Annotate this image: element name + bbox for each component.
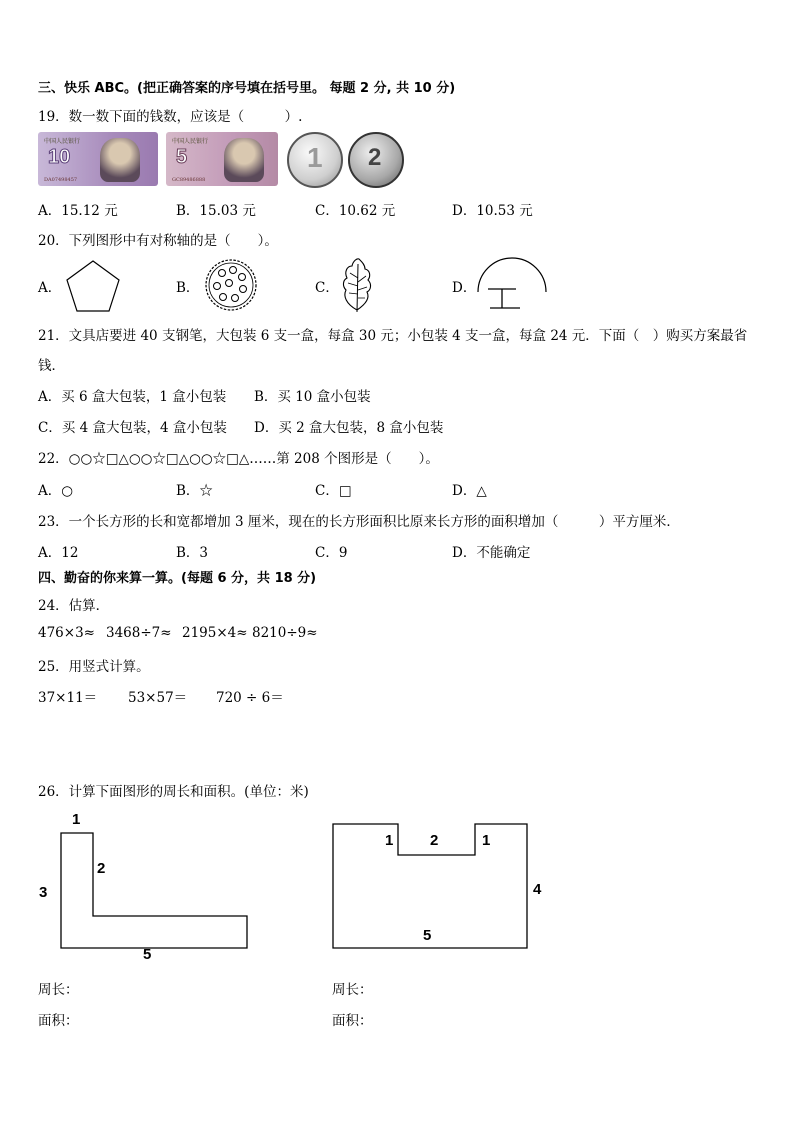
q21-stem-line1: 21．文具店要进 40 支钢笔，大包装 6 支一盒，每盒 30 元；小包装 4 支一盒，每盒 24 元．下面（ ）购买方案最省 (38, 328, 748, 344)
fig1-label-left: 3 (39, 884, 48, 901)
fig2-area-label: 面积： (332, 1013, 373, 1029)
pentagon-icon (64, 258, 122, 314)
q23-option-a[interactable]: A．12 (38, 545, 79, 561)
q19-option-c[interactable]: C．10.62 元 (315, 203, 396, 219)
banknote-10-yuan-icon: 中国人民银行 10 DA07498457 (38, 132, 158, 186)
q22-option-c[interactable]: C．□ (315, 483, 352, 499)
q20-option-b[interactable]: B． (176, 280, 200, 296)
arch-figure-icon (476, 256, 548, 312)
q24-item: 476×3≈ (38, 625, 95, 641)
q22-stem: 22．○○☆□△○○☆□△○○☆□△……第 208 个图形是（ ）。 (38, 451, 439, 467)
q24-stem: 24．估算． (38, 598, 110, 614)
biscuit-icon (202, 256, 260, 314)
fig2-perimeter-label: 周长： (332, 982, 373, 998)
q20-stem: 20．下列图形中有对称轴的是（ ）。 (38, 233, 278, 249)
fig2-label-bottom: 5 (423, 927, 432, 944)
coin-2-fen-icon: 2 (348, 132, 404, 188)
q24-item: 8210÷9≈ (252, 625, 318, 641)
section4-heading: 四、勤奋的你来算一算。(每题 6 分，共 18 分) (38, 571, 317, 586)
fig1-label-bottom: 5 (143, 946, 152, 963)
q21-option-c[interactable]: C．买 4 盒大包装，4 盒小包装 (38, 420, 227, 436)
fig2-label-right-notch: 1 (482, 832, 491, 849)
q19-stem: 19．数一数下面的钱数，应该是（ ）. (38, 109, 303, 125)
q23-stem: 23．一个长方形的长和宽都增加 3 厘米，现在的长方形面积比原来长方形的面积增加（ ）平方厘米． (38, 514, 680, 530)
fig2-label-right: 4 (533, 881, 542, 898)
q19-option-d[interactable]: D．10.53 元 (452, 203, 533, 219)
banknote-5-yuan-icon: 中国人民银行 5 GC89486888 (166, 132, 278, 186)
q23-option-c[interactable]: C．9 (315, 545, 348, 561)
fig1-perimeter-label: 周长： (38, 982, 79, 998)
fig2-label-notch-width: 2 (430, 832, 439, 849)
q19-option-a[interactable]: A．15.12 元 (38, 203, 118, 219)
fig2-label-left-notch: 1 (385, 832, 394, 849)
leaf-icon (340, 256, 374, 314)
q22-option-b[interactable]: B．☆ (176, 483, 213, 499)
q23-option-d[interactable]: D．不能确定 (452, 545, 531, 561)
l-shape-figure (58, 830, 252, 952)
coin-1-jiao-icon: 1 (287, 132, 343, 188)
q25-stem: 25．用竖式计算。 (38, 659, 150, 675)
q23-option-b[interactable]: B．3 (176, 545, 209, 561)
q20-option-d[interactable]: D． (452, 280, 477, 296)
q25-item: 37×11＝ (38, 690, 98, 706)
q21-option-b[interactable]: B．买 10 盒小包装 (254, 389, 371, 405)
q21-option-a[interactable]: A．买 6 盒大包装，1 盒小包装 (38, 389, 227, 405)
fig1-label-inner: 2 (97, 860, 106, 877)
q25-item: 53×57＝ (128, 690, 188, 706)
q24-item: 2195×4≈ (182, 625, 248, 641)
q19-option-b[interactable]: B．15.03 元 (176, 203, 256, 219)
fig1-area-label: 面积： (38, 1013, 79, 1029)
fig1-label-top: 1 (72, 811, 81, 828)
q24-item: 3468÷7≈ (106, 625, 172, 641)
q21-option-d[interactable]: D．买 2 盒大包装，8 盒小包装 (254, 420, 444, 436)
q20-option-c[interactable]: C． (315, 280, 339, 296)
q21-stem-line2: 钱． (38, 358, 65, 374)
q22-option-d[interactable]: D．△ (452, 483, 487, 499)
q20-option-a[interactable]: A． (38, 280, 62, 296)
q25-item: 720 ÷ 6＝ (216, 690, 284, 706)
section3-heading: 三、快乐 ABC。(把正确答案的序号填在括号里。 每题 2 分, 共 10 分) (38, 81, 456, 96)
q26-stem: 26．计算下面图形的周长和面积。(单位：米) (38, 784, 309, 800)
q22-option-a[interactable]: A．○ (38, 483, 74, 499)
